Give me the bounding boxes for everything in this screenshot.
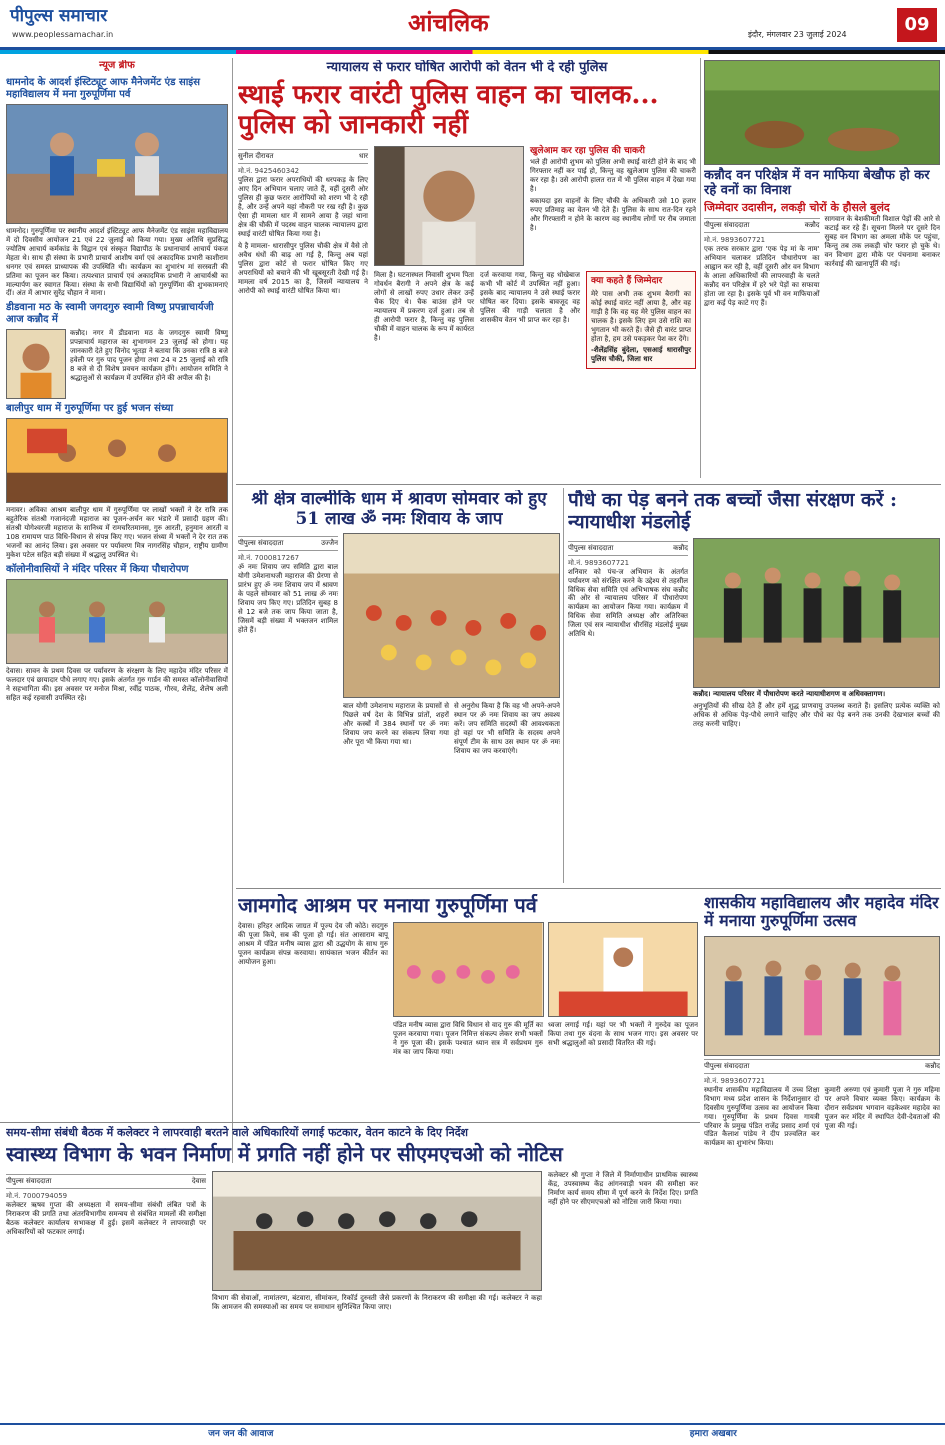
- jamgod-story: [238, 894, 698, 1119]
- shravan-body-1: ॐ नमः शिवाय जप समिति द्वारा बाल योगी उमेशनाथजी महाराज की प्रेरणा से प्रारंभ हुए ॐ नमः शिवाय जप में श्रावण के पहले सोमवार को 51 लाख ॐ नमः शिवाय जप किए गए। प्रतिदिन सुबह 8 से 12 बजे तक जाप किया जाता है, जिसमें बड़ी संख्या में भक्तजन शामिल होते हैं।: [238, 563, 338, 634]
- college-body-1: स्थानीय शासकीय महाविद्यालय में उच्च शिक्षा विभाग मध्य प्रदेश शासन के निर्देशानुसार दो दिवसीय गुरुपूर्णिमा उत्सव का आयोजन किया गया। गुरुपूर्णिमा के प्रथम दिवस गायत्री परिवार के प्रमुख पंडित राजेंद्र प्रसाद शर्मा एवं पंडित कैलाश पांडेय ने दीप प्रज्वलित कर कार्यक्रम का शुभारंभ किया।: [704, 1085, 820, 1148]
- brief-headline-2: डीडवाना मठ के स्वामी जगदगुरु स्वामी विष्णु प्रपन्नाचार्यजी आज कन्नौद में: [6, 302, 214, 326]
- collector-kicker: समय-सीमा संबंधी बैठक में कलेक्टर ने लापरवाही बरतने वाले अधिकारियों लगाई फटकार, वेतन काटने के दिए निर्देश: [6, 1126, 469, 1139]
- felled-trees-photo: [704, 60, 940, 165]
- forest-byline-name: पीपुल्स संवाददाता: [704, 220, 750, 229]
- forest-mobile: मो.नं. 9893607721: [704, 235, 766, 244]
- college-body-2: कुमारी अरुणा एवं कुमारी पूजा ने गुरु महिमा पर अपने विचार व्यक्त किए। कार्यक्रम के दौरान सर्वप्रथम भगवान वड़केश्वर महादेव का पूजन कर मंदिर में स्थापित देवी-देवताओं की पूजा की गई।: [824, 1085, 940, 1130]
- official-quote-box: [586, 271, 696, 368]
- quote-title: क्या कहते हैं जिम्मेदार: [591, 276, 663, 287]
- collector-headline: स्वास्थ्य विभाग के भवन निर्माण में प्रगति नहीं होने पर सीएमएचओ को नोटिस: [6, 1142, 563, 1167]
- guru-idol-photo: [548, 922, 699, 1017]
- tree-byline: [568, 541, 688, 556]
- news-brief-label: न्यूज ब्रीफ: [99, 60, 135, 71]
- collector-mobile: मो.नं. 7000794059: [6, 1192, 68, 1201]
- collector-byline-name: पीपुल्स संवाददाता: [6, 1177, 52, 1186]
- collector-meeting-photo: [212, 1171, 542, 1291]
- college-mobile: मो.नं. 9893607721: [704, 1076, 766, 1085]
- college-story: [704, 894, 940, 1419]
- brief-body-2: कन्नौद। नगर में डीडवाना मठ के जगदगुरु स्वामी विष्णु प्रपन्नाचार्य महाराज का शुभागमन 23 जुलाई को होगा। यह जानकारी देते हुए विनोद भूतड़ा ने बताया कि उनका रात्रि 8 बजे हवेली पर गुरु पाद पूजन होगा तथा 24 व 25 जुलाई को रात्रि 8 बजे से दी विशेष प्रवचन कार्यक्रम होंगे। आयोजन समिति ने श्रद्धालुओं से कार्यक्रम में उपस्थित होने की अपील की है।: [70, 329, 228, 383]
- forest-byline-place: कन्नौद: [804, 220, 820, 229]
- collector-byline: [6, 1174, 206, 1189]
- forest-story: [704, 60, 940, 480]
- collector-body-2: कलेक्टर श्री गुप्ता ने जिले में निर्माणाधीन प्राथमिक स्वास्थ्य केंद्र, उपस्वास्थ्य केंद्र आंगनवाड़ी भवन की समीक्षा कर निर्माण कार्य समय सीमा में पूर्ण करने के निर्देश दिए। प्रगति नहीं होने पर सीएमएचओ को नोटिस जारी किया गया।: [548, 1171, 698, 1206]
- lead-headline: स्थाई फरार वारंटी पुलिस वाहन का चालक... पुलिस को जानकारी नहीं: [238, 79, 659, 140]
- brief-headline-3: बालीपुर धाम में गुरुपूर्णिमा पर हुई भजन संध्या: [6, 403, 174, 415]
- jamgod-body-1: देवास। हरिहर आदिक जाग्रत में पूज्य देव जी कोठे। सदगुरु की पूजा किये, सब की पूजा हो गई। संत आसाराम बापू आश्रम में पंडित मनीष व्यास द्वारा श्री उद्धयोग के साथ गुरु पूजन कार्यक्रम संपन्न करवाया। सायंकाल भजन कीर्तन का आयोजन हुआ।: [238, 922, 388, 966]
- dateline: इंदौर, मंगलवार 23 जुलाई 2024: [748, 30, 847, 39]
- shravan-headline: श्री क्षेत्र वाल्मीकि धाम में श्रावण सोमवार को हुए 51 लाख ॐ नमः शिवाय के जाप: [251, 490, 547, 529]
- brief-body-4: देवास। सावन के प्रथम दिवस पर पर्यावरण के संरक्षण के लिए महादेव मंदिर परिसर में फलदार एवं छायादार पौधे लगाए गए। इसके अंतर्गत गुरु गार्डन की समस्त कॉलोनीवासियों ने सहभागिता की। इस अवसर पर मनोज मिश्रा, रवींद्र पाठक, गौरव, शैलेंद्र, शैलेष अली सहित कई रहवासी उपस्थित रहे।: [6, 667, 228, 702]
- brief-headline-1: धामनोद के आदर्श इंस्टिट्यूट आफ मैनेजमेंट एंड साइंस महाविद्यालय में मना गुरुपूर्णिमा पर्व: [6, 76, 200, 100]
- masthead: [0, 0, 945, 50]
- tree-body-1: शनिवार को पंच-ज अभियान के अंतर्गत पर्यावरण को संरक्षित करने के उद्देश्य से तहसील विधिक सेवा समिति एवं अभिभाषक संघ कन्नौद की ओर से न्यायालय परिसर में पौधारोपण कार्यक्रम का आयोजन किया गया। कार्यक्रम में विधिक सेवा समिति अध्यक्ष और अतिरिक्त जिला एवं सत्र न्यायाधीश धीरसिंह मंडलोई मुख्य अतिथि थे।: [568, 567, 688, 639]
- forest-subhead: जिम्मेदार उदासीन, लकड़ी चोरों के हौसले बुलंद: [704, 200, 890, 214]
- lead-photo-caption: खुलेआम कर रहा पुलिस की चाकरी: [530, 146, 645, 157]
- forest-byline: [704, 218, 820, 233]
- brief-body-1: धामनोद। गुरुपूर्णिमा पर स्थानीय आदर्श इंस्टिट्यूट आफ मैनेजमेंट एंड साइंस महाविद्यालय में दो दिवसीय आयोजन 21 एवं 22 जुलाई को किया गया। मुख्य अतिथि सुप्रसिद्ध ज्योतिष आचार्य कर्मकांड के विद्वान एवं संस्कृत विद्यापीठ के प्रधानाचार्य आचार्य पंकज मेहता थे। साथ ही संस्था के प्रभारी प्राचार्य आशीष वर्मा एवं अकादमिक प्रभारी काशीराम धनगर एवं समस्त प्राध्यापक की उपस्थिति थी। कार्यक्रम का शुभारंभ मां सरस्वती की प्रतिमा का पूजन कर किया। तत्पश्चात प्राचार्य एवं अकादमिक प्रभारी ने आचार्यश्री का माल्यार्पण कर स्वागत किया। संस्था के सभी विद्यार्थियों को गुरुपूर्णिमा की शुभकामनाएं दीं। अंत में आभार सुरेंद्र चौहान ने माना।: [6, 226, 228, 298]
- row-rule: [236, 484, 941, 485]
- forest-headline: कन्नौद वन परिक्षेत्र में वन माफिया बेखौफ हो कर रहे वनों का विनाश: [704, 168, 930, 198]
- jamgod-headline: जामगोद आश्रम पर मनाया गुरुपूर्णिमा पर्व: [238, 894, 537, 917]
- shravan-mobile: मो.नं. 7000817267: [238, 554, 300, 563]
- page-number: 09: [897, 8, 937, 42]
- shravan-byline-name: पीपुल्स संवाददाता: [238, 539, 284, 548]
- jamgod-body-2: पंडित मनीष व्यास द्वारा विधि विधान से वाद गुरु की मूर्ति का पूजन करवाया गया। पूजन निमित्त संकल्प लेकर सभी भक्तों ने गुरु पूजा की। इसके पश्चात ध्यान सत्र में सर्वप्रथम गुरु मंत्र का जाप किया गया।: [393, 1021, 543, 1056]
- column-rule: [563, 488, 564, 883]
- tree-headline: पौधे का पेड़ बनने तक बच्चों जैसा संरक्षण करें : न्यायाधीश मंडलोई: [568, 490, 897, 533]
- section-name: आंचलिक: [408, 8, 489, 37]
- collector-body-1: कलेक्टर ऋषव गुप्ता की अध्यक्षता में समय-सीमा संबंधी लंबित पत्रों के निराकरण की प्रगति तथा अंतरविभागीय समन्वय से संबंधित मामलों की समीक्षा बैठक कलेक्टर कार्यालय सभाकक्ष में हुई। इसमें कलेक्टर ने लापरवाही पर अधिकारियों को फटकार लगाई।: [6, 1200, 206, 1236]
- bhajan-sandhya-photo: [6, 418, 228, 503]
- tree-byline-name: पीपुल्स संवाददाता: [568, 543, 614, 552]
- tree-photo-caption: कन्नौद। न्यायालय परिसर में पौधारोपण करते न्यायाधीशगण व अधिवक्तागण।: [693, 689, 886, 698]
- collector-story: [6, 1126, 698, 1419]
- tree-byline-place: कन्नौद: [673, 543, 688, 552]
- forest-body-2: सागवान के बेशकीमती विशाल पेड़ों की आरे से कटाई कर रहे हैं। सूचना मिलने पर दूसरे दिन सुबह वन विभाग का अमला मौके पर पहुंचा, किन्तु तब तक लकड़ी चोर फरार हो चुके थे। वन विभाग द्वारा मौके पर पंचनामा बनाकर कार्रवाई की खानापूर्ति की गई।: [824, 214, 940, 268]
- shravan-byline: [238, 536, 338, 551]
- lead-byline: [238, 149, 368, 164]
- college-byline-name: पीपुल्स संवाददाता: [704, 1061, 750, 1070]
- news-brief-column: [6, 60, 228, 1120]
- tree-story: [568, 490, 940, 882]
- lead-body-5: भले ही आरोपी शुभम को पुलिस अभी स्थाई वारंटी होने के बाद भी गिरफ्तार नहीं कर पाई हो, किन्तु वह खुलेआम पुलिस की चाकरी कर रहा है। उसे आरोपी हालत रात में भी पुलिस वाहन में देखा गया है।: [530, 157, 696, 193]
- lead-kicker: न्यायालय से फरार घोषित आरोपी को वेतन भी दे रही पुलिस: [326, 60, 608, 75]
- brief-body-3: मनावर। अविका आश्रम बालीपुर धाम में गुरुपूर्णिमा पर लाखों भक्तों ने देर रात्रि तक बहुतेरिक संतश्री गजानंदजी महाराज का पूजन-अर्चन कर भंडारे में प्रसादी ग्रहण की। संतश्री योगेश्वरजी महाराज के सानिध्य में रामचरितमानस, गुरु आरती, हनुमान आरती व 108 रामायण पाठ विधि-विधान से संपन्न किए गए। भजन संध्या में भक्तों ने देर रात तक भजनों का आनंद लिया। इस अवसर पर पर्यावरण मित्र नागरसिंह चौहान, राष्ट्रीय ग्रामीण मुकेश पटेल सहित बड़ी संख्या में श्रद्धालु उपस्थित थे।: [6, 506, 228, 560]
- lead-byline-name: सुनील दीरावत: [238, 152, 274, 161]
- lead-body-4: दर्ज करवाया गया, किन्तु वह धोखेबाज कभी भी कोर्ट में उपस्थित नहीं हुआ। इसके बाद न्यायालय ने उसे स्थाई फरार घोषित कर दिया। इसके बावजूद वह पुलिस की गाड़ी चलाता है और शासकीय वेतन भी प्राप्त कर रहा है।: [480, 271, 580, 325]
- lead-body-1: पुलिस द्वारा फरार अपराधियों की धरपकड़ के लिए आए दिन अभियान चलाए जाते हैं, वहीं दूसरी ओर पुलिस ही कुछ फरार आरोपियों को शरण भी दे रही है, और उन्हें अपने यहां नौकरी पर रख रही है। कुछ ऐसा ही मामला धार में सामने आया है जहां थाना क्षेत्र की चौकी में पदस्थ वाहन चालक न्यायालय द्वारा स्थाई वारंटी घोषित किया गया है।: [238, 176, 368, 239]
- column-rule: [232, 58, 233, 1163]
- column-rule: [700, 58, 701, 478]
- lead-body-2: ये है मामला- धारासीपुर पुलिस चौकी क्षेत्र में वैसे तो अवैध धंधों की बाढ़ आ गई है, किन्तु अब यहां पुलिस द्वारा कोर्ट से फरार घोषित किए गए अपराधियों को बचाने की भी खूबसूरती देखी गई है। मामला वर्ष 2015 का है, जिसमें न्यायालय ने आरोपी को स्थाई वारंटी घोषित किया था।: [238, 241, 368, 295]
- forest-body-1: एक तरफ सरकार द्वारा 'एक पेड़ मां के नाम' अभियान चलाकर प्रतिदिन पौधारोपण का आह्वान कर रही है, वहीं दूसरी ओर वन विभाग के आला अधिकारियों की लापरवाही के चलते कन्नौद वन परिक्षेत्र में हरे भरे पेड़ों का सफाया होता जा रहा है। इसके पूर्व भी वन माफियाओं द्वारा कई पेड़ काटे गए हैं।: [704, 244, 820, 307]
- row-rule: [236, 888, 941, 889]
- shravan-body-2: बाल योगी उमेशनाथ महाराज के प्रयासों से पिछले वर्ष देश के विभिन्न प्रांतों, शहरों और कस्बों में 384 स्थानों पर ॐ नमः शिवाय जप करने का संकल्प लिया गया और पूरा भी किया गया था।: [343, 702, 449, 746]
- lead-body-6: बकायदा इस वाहनों के लिए चौकी के अधिकारी उसे 10 हजार रुपए प्रतिमाह का वेतन भी देते हैं। पुलिस के साथ रात-दिन रहने और गिरफ्तारी न होने के कारण वह स्थानीय लोगों पर रौब जमाता है।: [530, 196, 696, 232]
- tree-mobile: मो.नं. 9893607721: [568, 558, 630, 567]
- jaap-gathering-photo: [343, 533, 560, 698]
- brand-url[interactable]: www.peoplessamachar.in: [12, 30, 114, 39]
- swami-portrait-photo: [6, 329, 66, 399]
- lead-body-3: मिला है। घटनास्थल निवासी शुभम पिता गोवर्धन बैरागी ने अपने क्षेत्र के कई लोगों से लाखों रुपए उधार लेकर उन्हें चैक दिए थे। चैक बाउंस होने पर न्यायालय में प्रकरण दर्ज हुआ। तब से ही आरोपी फरार है, किन्तु वह पुलिस चौकी में वाहन चालक के रूप में कार्यरत है।: [374, 271, 474, 343]
- shravan-story: [238, 490, 560, 882]
- page-footer: [0, 1423, 945, 1445]
- lead-mobile: मो.नं. 9425460342: [238, 167, 300, 176]
- tree-body-2: अनुभूतियों की सीख देते हैं और हमें शुद्ध प्राणवायु उपलब्ध कराते हैं। इसलिए प्रत्येक व्यक्ति को अधिक से अधिक पेड़-पौधे लगाने चाहिए और पौधे का पेड़ बनने तक उनकी देखभाल बच्चों की तरह करनी चाहिए।: [693, 701, 940, 728]
- footer-left-slogan: जन जन की आवाज: [208, 1429, 274, 1440]
- college-byline-place: कन्नौद: [925, 1061, 940, 1070]
- footer-right-slogan: हमारा अखबार: [689, 1429, 737, 1440]
- row-rule: [0, 1122, 700, 1123]
- shravan-byline-place: उज्जैन: [321, 539, 338, 548]
- color-registration-bar: [0, 50, 945, 54]
- shravan-body-3: से अनुरोध किया है कि वह भी अपने-अपने स्थान पर ॐ नमः शिवाय का जप अवश्य करें। जप समिति सदस्यों की आवश्यकता हो वहां पर भी समिति के सदस्य अपने संपूर्ण टीम के साथ उस स्थान पर ॐ नमः शिवाय का जप करवाएंगे।: [454, 702, 560, 755]
- quote-attribution: -शैलेंद्रसिंह बुंदेला, एसआई धारासीपुर पुलिस चौकी, जिला धार: [591, 345, 691, 363]
- collector-byline-place: देवास: [191, 1177, 206, 1186]
- college-guru-purnima-photo: [704, 936, 940, 1056]
- lead-story: [238, 60, 696, 480]
- collector-body-3: विभाग की सेवाओं, नामांतरण, बंटवारा, सीमांकन, रिकॉर्ड दुरुस्ती जैसे प्रकरणों के निराकरण की समीक्षा की गई। कलेक्टर ने कहा कि आमजन की समस्याओं का समय पर समाधान सुनिश्चित किया जाए।: [212, 1294, 542, 1312]
- quote-body: मेरे पास अभी तक शुभम बैरागी का कोई स्थाई वारंट नहीं आया है, और वह गाड़ी है कि वह यह मेरे पुलिस वाहन का चालक है। इसके लिए हम उसे राशि का भुगतान भी करते हैं। जैसे ही वारंट प्राप्त होता है, हम उसे पकड़कर पेश कर देंगे।: [591, 289, 691, 343]
- plantation-photo: [6, 579, 228, 664]
- judges-plantation-photo: [693, 538, 940, 688]
- ashram-crowd-photo: [393, 922, 544, 1017]
- college-event-photo: [6, 104, 228, 224]
- lead-byline-place: धार: [359, 152, 368, 161]
- college-headline: शासकीय महाविद्यालय और महादेव मंदिर में मनाया गुरुपूर्णिमा उत्सव: [704, 894, 939, 931]
- jamgod-body-3: ध्वजा लगाई गई। यहां पर भी भक्तों ने गुरुदेव का पूजन किया तथा गुरु वंदना के साथ भजन गाए। इस अवसर पर सभी श्रद्धालुओं को प्रसादी वितरित की गई।: [548, 1021, 698, 1047]
- brief-headline-4: कॉलोनीवासियों ने मंदिर परिसर में किया पौधारोपण: [6, 564, 189, 576]
- accused-driver-photo: [374, 146, 524, 266]
- brand-name: पीपुल्स समाचार: [10, 6, 108, 26]
- college-byline: [704, 1059, 940, 1074]
